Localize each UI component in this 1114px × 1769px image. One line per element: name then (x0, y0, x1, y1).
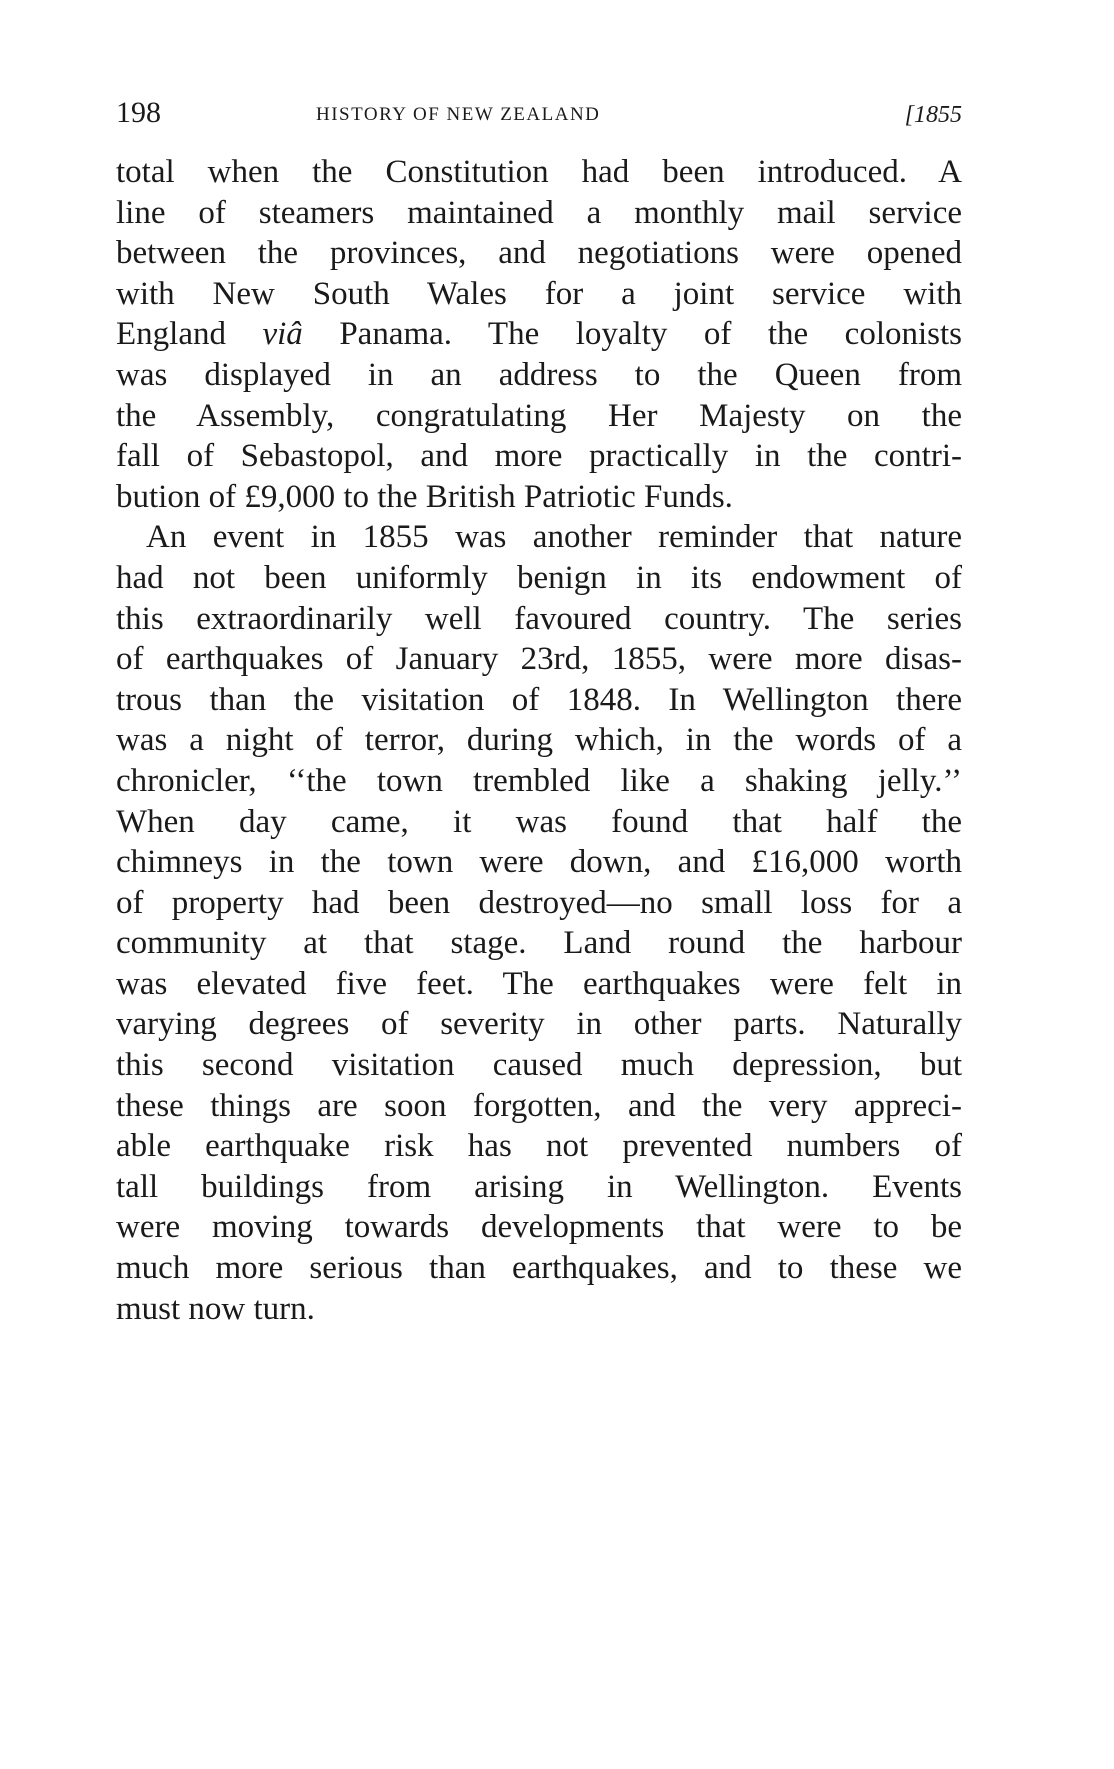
text-line: between the provinces, and negotiations were opened (116, 235, 962, 272)
book-page (116, 96, 962, 1329)
text-line: with New South Wales for a joint service with (116, 275, 962, 312)
text-line: tall buildings from arising in Wellington. Events (116, 1168, 962, 1205)
text-line: When day came, it was found that half the (116, 803, 962, 840)
text-line: able earthquake risk has not prevented numbers of (116, 1128, 962, 1165)
running-year: [1855 (904, 102, 962, 128)
text-line: was elevated five feet. The earthquakes were felt in (116, 965, 962, 1002)
text-line: total when the Constitution had been introduced. A (116, 154, 962, 190)
text-line: were moving towards developments that were to be (116, 1209, 962, 1246)
text-line: chimneys in the town were down, and £16,000 worth (116, 844, 962, 881)
body-text (116, 152, 962, 1329)
text-line: the Assembly, congratulating Her Majesty on the (116, 397, 962, 434)
text-line: varying degrees of severity in other parts. Naturally (116, 1006, 962, 1043)
text-line: must now turn. (116, 1290, 315, 1327)
text-line: line of steamers maintained a monthly mail service (116, 194, 962, 231)
text-line: bution of £9,000 to the British Patriotic Funds. (116, 478, 733, 515)
text-line: trous than the visitation of 1848. In Wellington there (116, 681, 962, 718)
text-line: chronicler, ‘‘the town trembled like a shaking jelly.’’ (116, 762, 962, 799)
running-head (116, 96, 962, 140)
text-line: was displayed in an address to the Queen from (116, 356, 962, 393)
text-line: had not been uniformly benign in its endowment of (116, 559, 962, 596)
text-line: community at that stage. Land round the harbour (116, 925, 962, 962)
text-line: much more serious than earthquakes, and to these we (116, 1250, 962, 1287)
text-line: of property had been destroyed—no small loss for a (116, 884, 962, 921)
text-line: this extraordinarily well favoured country. The series (116, 600, 962, 637)
text-segment: Panama. The loyalty of the colonists (339, 316, 963, 353)
text-line: this second visitation caused much depression, but (116, 1047, 962, 1084)
text-segment: England (116, 316, 226, 353)
text-line: of earthquakes of January 23rd, 1855, were more disas- (116, 641, 962, 678)
text-line: An event in 1855 was another reminder that nature (146, 519, 962, 556)
paragraph-1 (116, 152, 962, 517)
running-title: HISTORY OF NEW ZEALAND (316, 104, 601, 125)
text-line: was a night of terror, during which, in the words of a (116, 722, 962, 759)
text-line: fall of Sebastopol, and more practically in the contri- (116, 438, 962, 475)
italic-word: viâ (262, 316, 303, 353)
text-line-mixed (116, 314, 962, 355)
paragraph-2 (116, 517, 962, 1329)
text-line: these things are soon forgotten, and the very appreci- (116, 1087, 962, 1124)
page-number: 198 (116, 96, 161, 129)
